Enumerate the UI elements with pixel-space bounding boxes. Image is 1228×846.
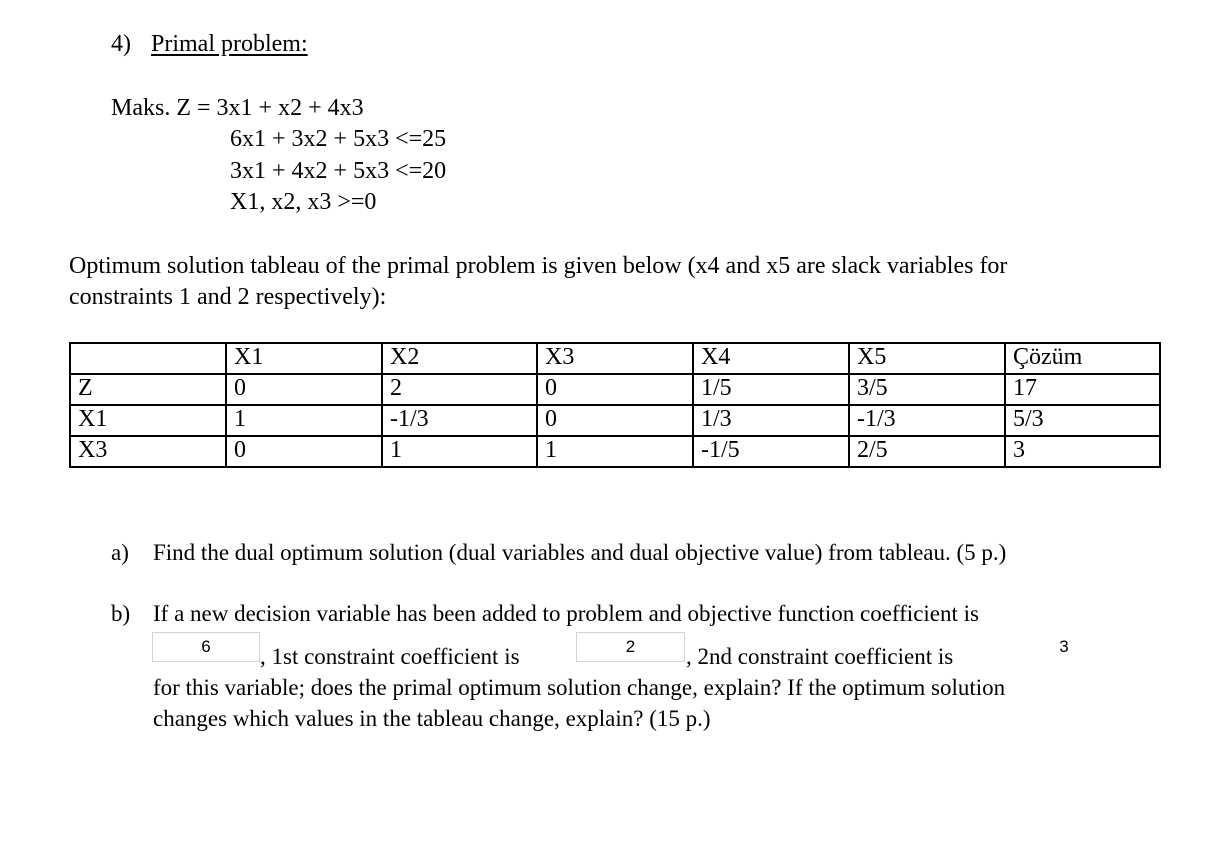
header-cell	[70, 343, 226, 374]
table-cell: 1/3	[693, 405, 849, 436]
constraint-1-coefficient-field[interactable]: 2	[576, 632, 685, 662]
intro-line-1: Optimum solution tableau of the primal problem is given below (x4 and x5 are slack variables for	[69, 253, 1008, 279]
nonnegativity-constraint: X1, x2, x3 >=0	[230, 189, 377, 215]
question-number: 4)	[111, 31, 131, 57]
table-cell: 3	[1005, 436, 1160, 467]
table-cell: 1/5	[693, 374, 849, 405]
table-cell: -1/3	[382, 405, 537, 436]
table-cell: 2/5	[849, 436, 1005, 467]
part-a	[111, 539, 1006, 567]
table-cell: -1/5	[693, 436, 849, 467]
header-cell: X2	[382, 343, 537, 374]
part-b-text-1: If a new decision variable has been added to problem and objective function coefficient is	[153, 601, 979, 626]
table-row	[70, 374, 1160, 405]
objective-coefficient-field[interactable]: 6	[152, 632, 260, 662]
table-cell: 0	[226, 374, 382, 405]
part-a-text: Find the dual optimum solution (dual variables and dual objective value) from tableau. (5 p.)	[153, 540, 1007, 565]
table-cell: 2	[382, 374, 537, 405]
part-a-label: a)	[111, 540, 129, 565]
constraint-1: 6x1 + 3x2 + 5x3 <=25	[230, 126, 447, 152]
table-cell: 1	[226, 405, 382, 436]
constraint-2-coefficient-field[interactable]: 3	[1010, 632, 1118, 662]
intro-line-2: constraints 1 and 2 respectively):	[69, 284, 387, 310]
question-heading	[111, 30, 308, 58]
header-cell: Çözüm	[1005, 343, 1160, 374]
header-cell: X3	[537, 343, 693, 374]
part-b-line-4: changes which values in the tableau change, explain? (15 p.)	[153, 706, 711, 731]
part-b-text-2: , 1st constraint coefficient is	[260, 644, 520, 669]
row-label: X3	[70, 436, 226, 467]
table-cell: 3/5	[849, 374, 1005, 405]
constraint-2: 3x1 + 4x2 + 5x3 <=20	[230, 158, 447, 184]
table-cell: 0	[537, 405, 693, 436]
header-cell: X5	[849, 343, 1005, 374]
part-b-label: b)	[111, 601, 131, 626]
question-title: Primal problem:	[151, 31, 308, 57]
optimum-tableau	[69, 342, 1161, 468]
table-cell: 17	[1005, 374, 1160, 405]
part-b-line-3: for this variable; does the primal optimum solution change, explain? If the optimum solution	[153, 675, 1006, 700]
objective-function: Maks. Z = 3x1 + x2 + 4x3	[111, 95, 364, 121]
table-cell: 0	[226, 436, 382, 467]
tableau-header-row	[70, 343, 1160, 374]
part-b-line-1	[111, 600, 979, 628]
row-label: X1	[70, 405, 226, 436]
table-row	[70, 436, 1160, 467]
part-b-text-3: , 2nd constraint coefficient is	[686, 644, 954, 669]
table-cell: 0	[537, 374, 693, 405]
row-label: Z	[70, 374, 226, 405]
table-cell: 1	[382, 436, 537, 467]
table-row	[70, 405, 1160, 436]
header-cell: X4	[693, 343, 849, 374]
table-cell: 1	[537, 436, 693, 467]
table-cell: 5/3	[1005, 405, 1160, 436]
table-cell: -1/3	[849, 405, 1005, 436]
header-cell: X1	[226, 343, 382, 374]
